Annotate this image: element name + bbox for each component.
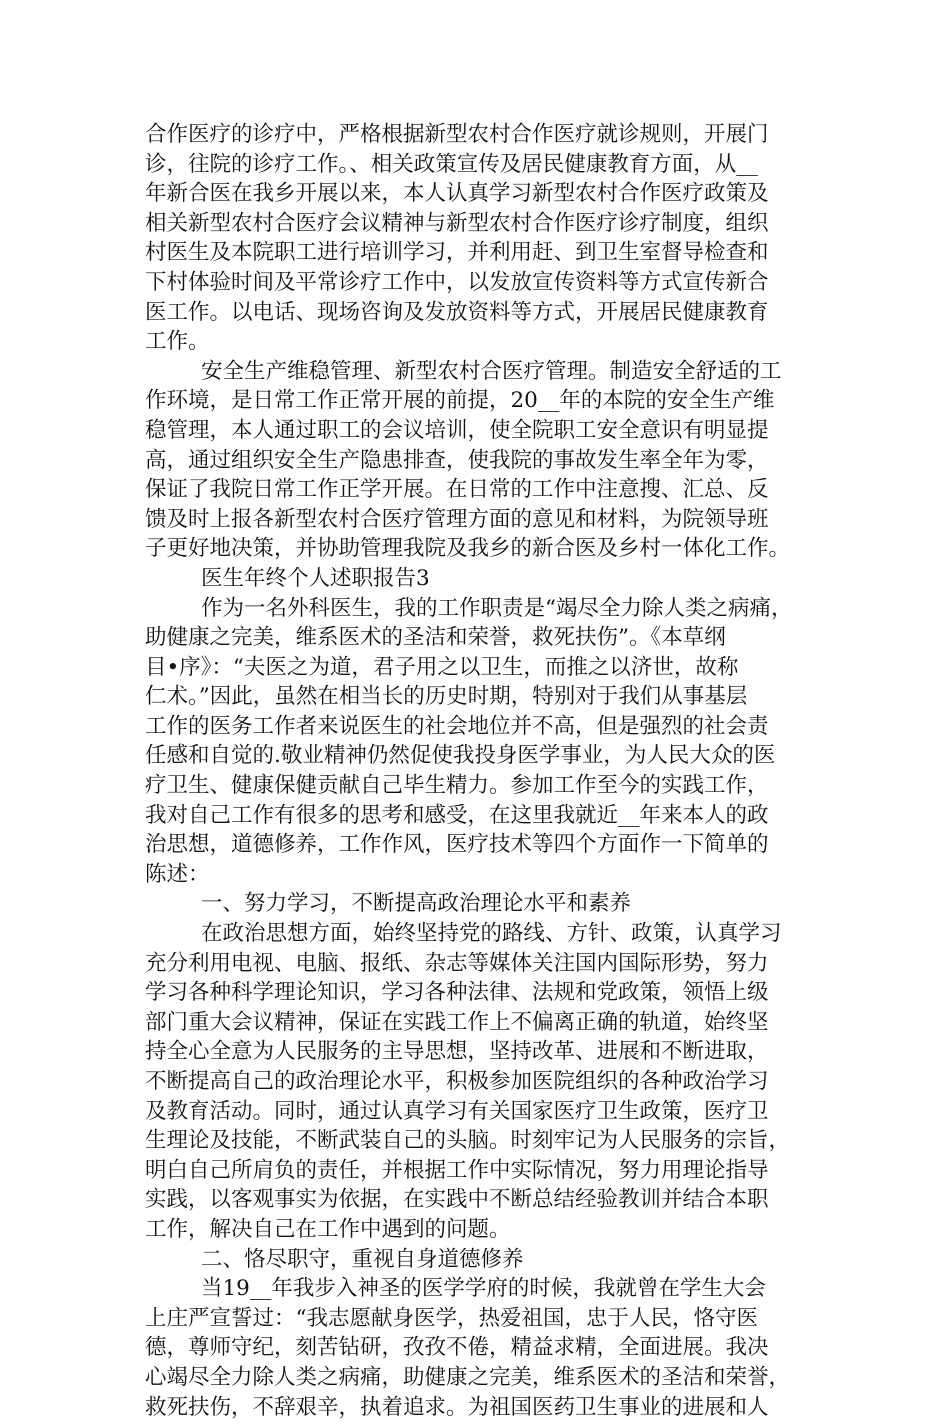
text-line: 工作，解决自己在工作中遇到的问题。 <box>145 1216 511 1242</box>
text-line: 一、努力学习，不断提高政治理论水平和素养 <box>201 891 632 917</box>
text-line: 高，通过组织安全生产隐患排查，使我院的事故发生率全年为零， <box>145 447 769 473</box>
text-line: 二、恪尽职守，重视自身道德修养 <box>201 1246 524 1272</box>
text-line: 德，尊师守纪，刻苦钻研，孜孜不倦，精益求精，全面进展。我决 <box>145 1335 769 1361</box>
text-line: 作为一名外科医生，我的工作职责是“竭尽全力除人类之病痛， <box>201 595 793 621</box>
document-body-text <box>145 120 815 1422</box>
text-line: 疗卫生、健康保健贡献自己毕生精力。参加工作至今的实践工作， <box>145 773 769 799</box>
text-line: 助健康之完美，维系医术的圣洁和荣誉，救死扶伤”。《本草纲 <box>145 625 726 651</box>
text-line: 相关新型农村合医疗会议精神与新型农村合作医疗诊疗制度，组织 <box>145 210 769 236</box>
text-line: 下村体验时间及平常诊疗工作中，以发放宣传资料等方式宣传新合 <box>145 269 769 295</box>
text-line: 当19__年我步入神圣的医学学府的时候，我就曾在学生大会 <box>201 1276 766 1302</box>
text-line: 不断提高自己的政治理论水平，积极参加医院组织的各种政治学习 <box>145 1069 769 1094</box>
text-line: 子更好地决策，并协助管理我院及我乡的新合医及乡村一体化工作。 <box>145 536 791 562</box>
text-line: 仁术。”因此，虽然在相当长的历史时期，特别对于我们从事基层 <box>145 684 748 710</box>
text-line: 安全生产维稳管理、新型农村合医疗管理。制造安全舒适的工 <box>201 358 782 384</box>
text-line: 心竭尽全力除人类之病痛，助健康之完美，维系医术的圣洁和荣誉， <box>145 1364 791 1390</box>
text-line: 合作医疗的诊疗中，严格根据新型农村合作医疗就诊规则，开展门 <box>145 122 769 147</box>
text-line: 年新合医在我乡开展以来，本人认真学习新型农村合作医疗政策及 <box>145 181 769 207</box>
text-line: 在政治思想方面，始终坚持党的路线、方针、政策，认真学习 <box>201 921 782 947</box>
text-line: 及教育活动。同时，通过认真学习有关国家医疗卫生政策，医疗卫 <box>145 1098 769 1124</box>
text-line: 生理论及技能，不断武装自己的头脑。时刻牢记为人民服务的宗旨， <box>145 1128 791 1154</box>
text-line: 医生年终个人述职报告3 <box>201 565 430 591</box>
text-line: 持全心全意为人民服务的主导思想，坚持改革、进展和不断进取， <box>145 1039 769 1065</box>
text-line: 部门重大会议精神，保证在实践工作上不偏离正确的轨道，始终坚 <box>145 1009 769 1035</box>
text-line: 医工作。以电话、现场咨询及发放资料等方式，开展居民健康教育 <box>145 299 769 325</box>
text-line: 目•序》：“夫医之为道，君子用之以卫生，而推之以济世，故称 <box>145 654 739 680</box>
text-line: 作环境，是日常工作正常开展的前提，20__年的本院的安全生产维 <box>145 388 775 414</box>
text-line: 工作。 <box>145 329 210 355</box>
text-line: 我对自己工作有很多的思考和感受，在这里我就近__年来本人的政 <box>145 802 769 828</box>
text-line: 保证了我院日常工作正学开展。在日常的工作中注意搜、汇总、反 <box>145 477 769 503</box>
text-line: 诊，往院的诊疗工作。、相关政策宣传及居民健康教育方面，从__ <box>145 151 758 177</box>
text-line: 学习各种科学理论知识，学习各种法律、法规和党政策，领悟上级 <box>145 980 769 1006</box>
text-line: 明白自己所肩负的责任，并根据工作中实际情况，努力用理论指导 <box>145 1157 769 1183</box>
text-line: 工作的医务工作者来说医生的社会地位并不高，但是强烈的社会责 <box>145 713 769 739</box>
text-line: 实践，以客观事实为依据，在实践中不断总结经验教训并结合本职 <box>145 1187 769 1213</box>
text-line: 治思想，道德修养，工作作风，医疗技术等四个方面作一下简单的 <box>145 832 769 858</box>
text-line: 充分利用电视、电脑、报纸、杂志等媒体关注国内国际形势，努力 <box>145 950 769 976</box>
text-line: 稳管理，本人通过职工的会议培训，使全院职工安全意识有明显提 <box>145 417 769 443</box>
text-line: 救死扶伤，不辞艰辛，执着追求。为祖国医药卫生事业的进展和人 <box>145 1394 769 1420</box>
text-line: 村医生及本院职工进行培训学习，并利用赶、到卫生室督导检查和 <box>145 240 769 266</box>
text-line: 任感和自觉的.敬业精神仍然促使我投身医学事业，为人民大众的医 <box>145 743 776 769</box>
text-line: 陈述： <box>145 861 210 887</box>
text-line: 上庄严宣誓过：“我志愿献身医学，热爱祖国，忠于人民，恪守医 <box>145 1305 758 1331</box>
text-line: 馈及时上报各新型农村合医疗管理方面的意见和材料，为院领导班 <box>145 506 769 532</box>
